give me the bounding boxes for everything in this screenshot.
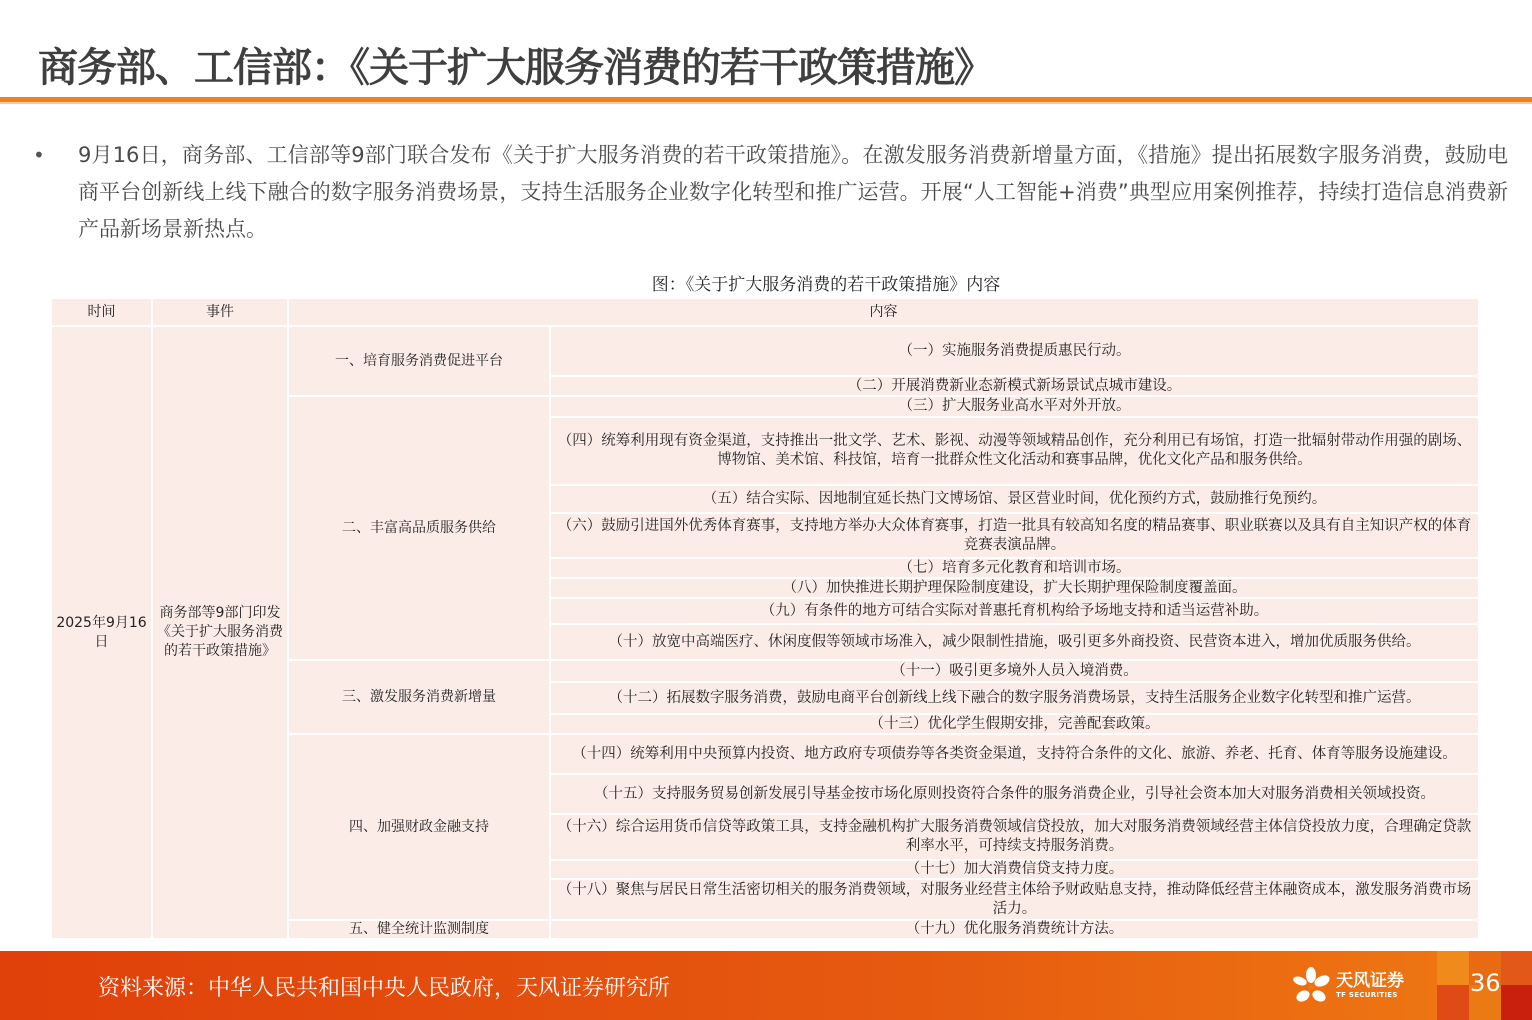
measure-text: （九）有条件的地方可结合实际对普惠托育机构给予场地支持和适当运营补助。 — [760, 602, 1269, 619]
measure-text: （六）鼓励引进国外优秀体育赛事，支持地方举办大众体育赛事，打造一批具有较高知名度的精品赛事、职业联赛以及具有自主知识产权的体育竞赛表演品牌。 — [557, 517, 1472, 553]
section-title-4: 四、加强财政金融支持 — [289, 735, 549, 919]
measure-item — [551, 327, 1478, 375]
measure-text: （十三）优化学生假期安排，完善配套政策。 — [869, 715, 1160, 732]
event-cell: 商务部等9部门印发《关于扩大服务消费的若干政策措施》 — [153, 327, 287, 938]
section-title-1: 一、培育服务消费促进平台 — [289, 327, 549, 395]
page-title: 商务部、工信部：《关于扩大服务消费的若干政策措施》 — [38, 45, 993, 91]
company-logo — [1292, 967, 1404, 1005]
measure-text: （十）放宽中高端医疗、休闲度假等领域市场准入，减少限制性措施，吸引更多外商投资、民营资本进入，增加优质服务供给。 — [608, 633, 1421, 650]
summary-paragraph: 9月16日，商务部、工信部等9部门联合发布《关于扩大服务消费的若干政策措施》。在激发服务消费新增量方面，《措施》提出拓展数字服务消费，鼓励电商平台创新线上线下融合的数字服务消费场景，支持生活服务企业数字化转型和推广运营。开展“人工智能+消费”典型应用案例推荐，持续打造信息消费新产品新场景新热点。 — [78, 143, 1508, 241]
section-title-3: 三、激发服务消费新增量 — [289, 661, 549, 733]
page-number: 36 — [1470, 969, 1501, 997]
footer-bar — [0, 951, 1532, 1020]
measure-item — [551, 715, 1478, 733]
measure-item — [551, 921, 1478, 938]
measure-item — [551, 397, 1478, 416]
measure-item — [551, 861, 1478, 878]
measure-text: （十四）统筹利用中央预算内投资、地方政府专项债券等各类资金渠道，支持符合条件的文化、旅游、养老、托育、体育等服务设施建设。 — [572, 745, 1457, 762]
measure-item — [551, 418, 1478, 484]
measure-item — [551, 735, 1478, 773]
bullet-marker: • — [33, 143, 45, 167]
logo-name-en: TF SECURITIES — [1336, 991, 1398, 999]
flower-logo-icon — [1292, 967, 1330, 1005]
measure-item — [551, 815, 1478, 859]
measure-item — [551, 683, 1478, 713]
measure-item — [551, 625, 1478, 659]
measure-item — [551, 880, 1478, 919]
measure-text: （十二）拓展数字服务消费，鼓励电商平台创新线上线下融合的数字服务消费场景，支持生活服务企业数字化转型和推广运营。 — [608, 689, 1421, 706]
measure-item — [551, 559, 1478, 577]
measure-item — [551, 775, 1478, 813]
title-divider-shadow — [0, 102, 1532, 104]
measure-text: （三）扩大服务业高水平对外开放。 — [898, 398, 1131, 414]
measure-item — [551, 377, 1478, 395]
figure-caption: 图：《关于扩大服务消费的若干政策措施》内容 — [651, 275, 1001, 295]
measure-text: （一）实施服务消费提质惠民行动。 — [898, 342, 1131, 359]
section-title-2: 二、丰富高品质服务供给 — [289, 397, 549, 659]
measure-text: （八）加快推进长期护理保险制度建设，扩大长期护理保险制度覆盖面。 — [782, 579, 1247, 596]
measure-item — [551, 661, 1478, 681]
header-time: 时间 — [52, 299, 151, 325]
measure-text: （十一）吸引更多境外人员入境消费。 — [891, 662, 1138, 679]
section-title-5: 五、健全统计监测制度 — [289, 921, 549, 938]
measure-item — [551, 599, 1478, 623]
source-note: 资料来源：中华人民共和国中央人民政府，天风证券研究所 — [98, 976, 671, 1001]
measure-text: （十八）聚焦与居民日常生活密切相关的服务消费领域，对服务业经营主体给予财政贴息支持，推动降低经营主体融资成本，激发服务消费市场活力。 — [557, 881, 1472, 917]
measure-item — [551, 514, 1478, 557]
date-cell: 2025年9月16日 — [52, 327, 151, 938]
measure-text: （七）培育多元化教育和培训市场。 — [898, 559, 1131, 576]
header-event: 事件 — [153, 299, 287, 325]
measure-text: （二）开展消费新业态新模式新场景试点城市建设。 — [847, 377, 1182, 394]
header-content: 内容 — [289, 299, 1478, 325]
measure-text: （五）结合实际、因地制宜延长热门文博场馆、景区营业时间，优化预约方式，鼓励推行免预约。 — [702, 490, 1327, 507]
measure-text: （十六）综合运用货币信贷等政策工具，支持金融机构扩大服务消费领域信贷投放，加大对服务消费领域经营主体信贷投放力度，合理确定贷款利率水平，可持续支持服务消费。 — [557, 819, 1472, 854]
logo-name-cn: 天风证券 — [1336, 971, 1404, 991]
measure-text: （四）统筹利用现有资金渠道，支持推出一批文学、艺术、影视、动漫等领域精品创作，充分利用已有场馆，打造一批辐射带动作用强的剧场、博物馆、美术馆、科技馆，培育一批群众性文化活动和赛事品牌，优化文化产品和服务供给。 — [557, 433, 1472, 468]
measure-text: （十九）优化服务消费统计方法。 — [905, 921, 1124, 937]
measure-text: （十五）支持服务贸易创新发展引导基金按市场化原则投资符合条件的服务消费企业，引导社会资本加大对服务消费相关领域投资。 — [594, 785, 1435, 802]
measure-item — [551, 579, 1478, 597]
measure-text: （十七）加大消费信贷支持力度。 — [905, 861, 1124, 877]
measure-item — [551, 486, 1478, 512]
